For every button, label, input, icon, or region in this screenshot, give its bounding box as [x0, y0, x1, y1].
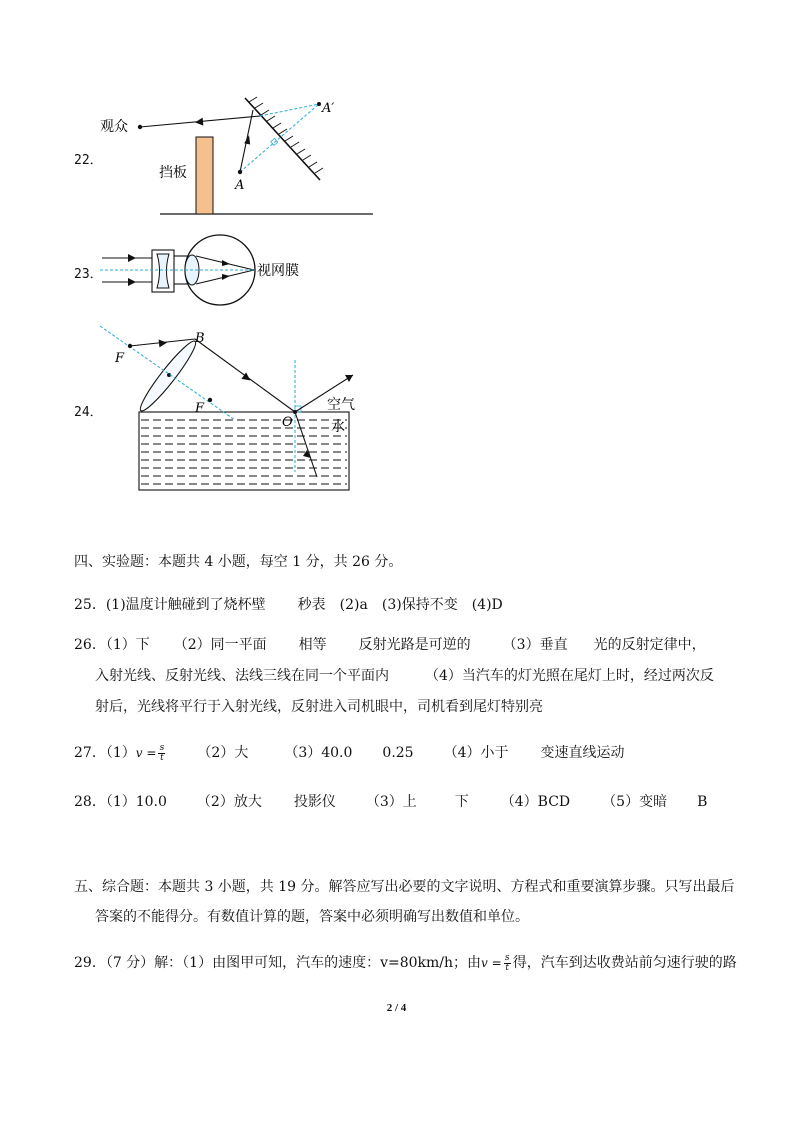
- point-o-label: O: [282, 415, 293, 430]
- q27-formula-lhs: v =: [135, 746, 157, 760]
- q24-number: 24．: [74, 405, 103, 420]
- q29-number: 29．: [74, 955, 106, 971]
- q29-formula-fraction: [504, 954, 511, 973]
- q28-a8: B: [697, 794, 708, 810]
- q26-line3: 射后，光线将平行于入射光线，反射进入司机眼中，司机看到尾灯特别亮: [95, 699, 543, 715]
- q28-a2: （2）放大: [196, 794, 262, 810]
- q23-diagram: [100, 232, 320, 312]
- q27-number: 27．: [74, 745, 106, 761]
- q27-a6: 变速直线运动: [540, 745, 625, 761]
- q28-line: [74, 791, 707, 811]
- q26-line2-text: 入射光线、反射光线、法线三线在同一个平面内: [95, 668, 389, 684]
- q28-a1: （1）10.0: [105, 794, 167, 810]
- q28-a4: （3）上: [365, 794, 417, 810]
- q22-number: 22．: [74, 153, 103, 168]
- q25-part4: (4)D: [471, 597, 503, 613]
- q28-a5: 下: [454, 794, 469, 810]
- q29-text1: （7 分）解：（1）由图甲可知，汽车的速度：v=80km/h；由: [105, 955, 482, 971]
- q27-formula-fraction: [158, 744, 165, 763]
- q26-a7: （4）当汽车的灯光照在尾灯上时，经过两次反: [425, 668, 714, 684]
- q26-line1: [74, 634, 706, 654]
- q26-a5: （3）垂直: [502, 637, 568, 653]
- q25-number: 25．: [74, 597, 106, 613]
- q26-a1: （1）下: [105, 637, 150, 653]
- q22-diagram: [95, 90, 385, 220]
- q29-formula-den: t: [505, 962, 510, 973]
- q27-a5: （4）小于: [443, 745, 509, 761]
- q25-part2: (2)a: [339, 597, 368, 613]
- q27-line: [74, 742, 625, 763]
- retina-label: 视网膜: [257, 263, 299, 279]
- q27-a3: （3）40.0: [284, 745, 353, 761]
- q29-formula-lhs: v =: [481, 956, 502, 970]
- q26-a2: （2）同一平面: [173, 637, 267, 653]
- q26-a4: 反射光路是可逆的: [358, 637, 471, 653]
- focus-f1-label: F: [115, 351, 125, 366]
- q28-a6: （4）BCD: [500, 794, 571, 810]
- section5-line1: 五、综合题：本题共 3 小题，共 19 分。解答应写出必要的文字说明、方程式和重要演算步骤。只写出最后: [74, 879, 735, 895]
- section5-line2: 答案的不能得分。有数值计算的题，答案中必须明确写出数值和单位。: [95, 909, 529, 925]
- point-a-label: A: [235, 178, 245, 193]
- q24-diagram: [95, 322, 370, 494]
- viewer-label: 观众: [100, 119, 128, 135]
- q25-line: [74, 594, 503, 614]
- q29-formula-num: s: [504, 952, 510, 963]
- point-b-label: B: [195, 331, 205, 346]
- q29-line: [74, 952, 737, 973]
- q27-a4: 0.25: [382, 745, 414, 761]
- q25-part3: (3)保持不变: [381, 597, 458, 613]
- q28-number: 28．: [74, 794, 106, 810]
- q25-part1: (1)温度计触碰到了烧杯壁: [105, 597, 266, 613]
- q29-text2: 得，汽车到达收费站前匀速行驶的路: [512, 955, 737, 971]
- q27-formula-num: s: [159, 742, 165, 753]
- page-number: 2 / 4: [386, 1002, 407, 1014]
- board-label: 挡板: [159, 165, 187, 181]
- water-label: 水: [331, 419, 345, 435]
- q23-number: 23．: [74, 267, 103, 282]
- q26-a3: 相等: [298, 637, 327, 653]
- q27-a2: （2）大: [197, 745, 249, 761]
- q26-line2: [95, 665, 714, 685]
- q28-a7: （5）变暗: [602, 794, 668, 810]
- focus-f2-label: F: [195, 401, 205, 416]
- q25-part1b: 秒表: [297, 597, 326, 613]
- q27-a1-prefix: （1）: [105, 745, 136, 761]
- section4-heading: 四、实验题：本题共 4 小题，每空 1 分，共 26 分。: [74, 554, 403, 570]
- q28-a3: 投影仪: [293, 794, 336, 810]
- q26-a6: 光的反射定律中，: [593, 637, 706, 653]
- point-a-prime-label: A′: [322, 101, 335, 116]
- q27-formula-den: t: [160, 752, 164, 763]
- air-label: 空气: [327, 397, 355, 413]
- q26-number: 26．: [74, 637, 106, 653]
